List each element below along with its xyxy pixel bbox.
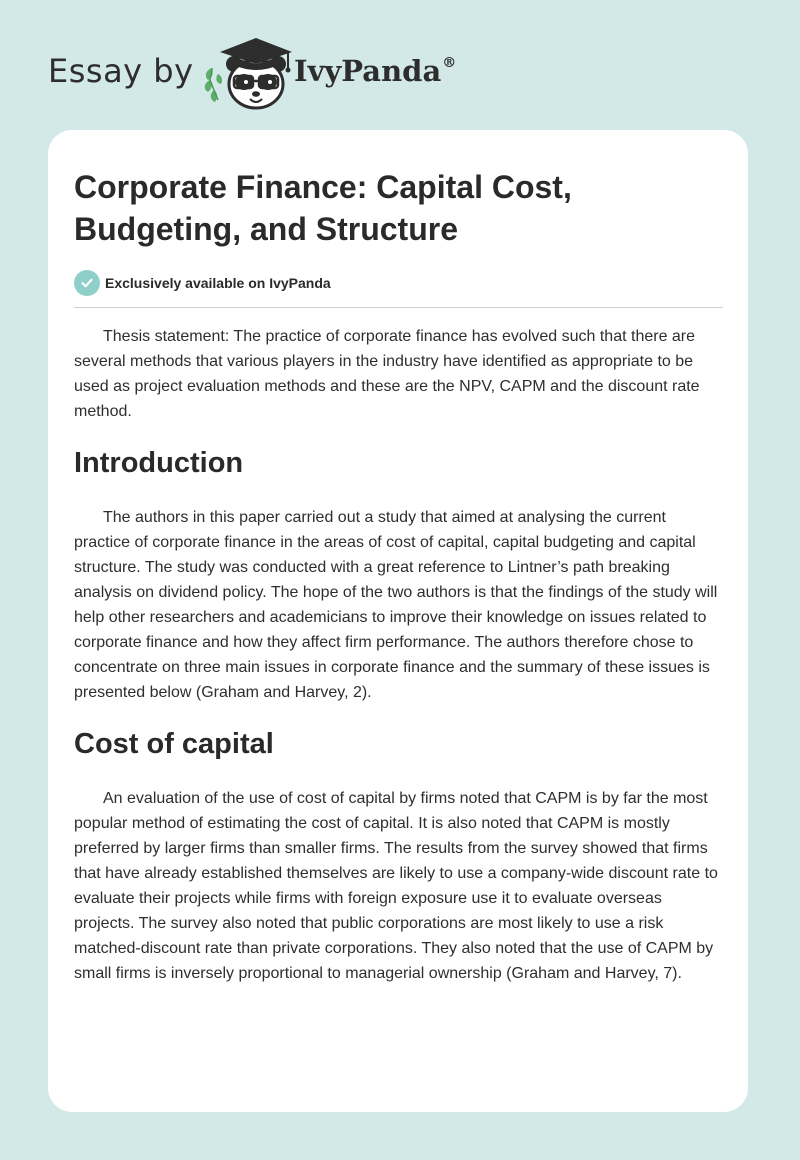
brand-prefix: Essay by	[48, 52, 194, 90]
section-heading-introduction: Introduction	[74, 447, 244, 479]
essay-card	[48, 130, 748, 1112]
essay-content	[74, 166, 723, 986]
brand-name-text: IvyPanda	[294, 54, 442, 88]
essay-title	[74, 166, 723, 250]
essay-title-line-1: Corporate Finance: Capital Cost,	[74, 169, 572, 205]
registered-mark: ®	[442, 55, 457, 71]
check-circle-icon	[74, 270, 100, 296]
essay-title-line-2: Budgeting, and Structure	[74, 211, 458, 247]
brand-name	[294, 54, 456, 88]
section-body-cost-of-capital: An evaluation of the use of cost of capital by firms noted that CAPM is by far the most popular method of estimating the cost of capital. It is also noted that CAPM is mostly preferred by larger firms than smaller firms. The results from the survey showed that firms that have already established themselves are likely to use a company-wide discount rate to evaluate their projects while firms with foreign exposure use it to evaluate overseas projects. The survey also noted that public corporations are most likely to use a risk matched-discount rate than private corporations. They also noted that the use of CAPM by small firms is inversely proportional to managerial ownership (Graham and Harvey, 7).	[74, 790, 718, 982]
thesis-paragraph: Thesis statement: The practice of corporate finance has evolved such that there are several methods that various players in the industry have identified as appropriate to be used as project evaluation methods and these are the NPV, CAPM and the discount rate method.	[74, 328, 700, 420]
section-heading-cost-of-capital: Cost of capital	[74, 728, 274, 760]
ivy-leaf-icon	[205, 68, 222, 102]
panda-mascot-icon	[200, 34, 298, 110]
exclusive-label: Exclusively available on IvyPanda	[105, 275, 331, 291]
brand-header	[48, 34, 508, 110]
exclusive-badge	[74, 270, 723, 296]
section-body-introduction: The authors in this paper carried out a study that aimed at analysing the current practice of corporate finance in the areas of cost of capital, capital budgeting and capital structure. The study was conducted with a great reference to Lintner’s path breaking analysis on dividend policy. The hope of the two authors is that the findings of the study will help other researchers and academicians to improve their knowledge on issues related to corporate finance and how they affect firm performance. The authors therefore chose to concentrate on three main issues in corporate finance and the summary of these issues is presented below (Graham and Harvey, 2).	[74, 509, 718, 701]
divider	[74, 307, 723, 308]
